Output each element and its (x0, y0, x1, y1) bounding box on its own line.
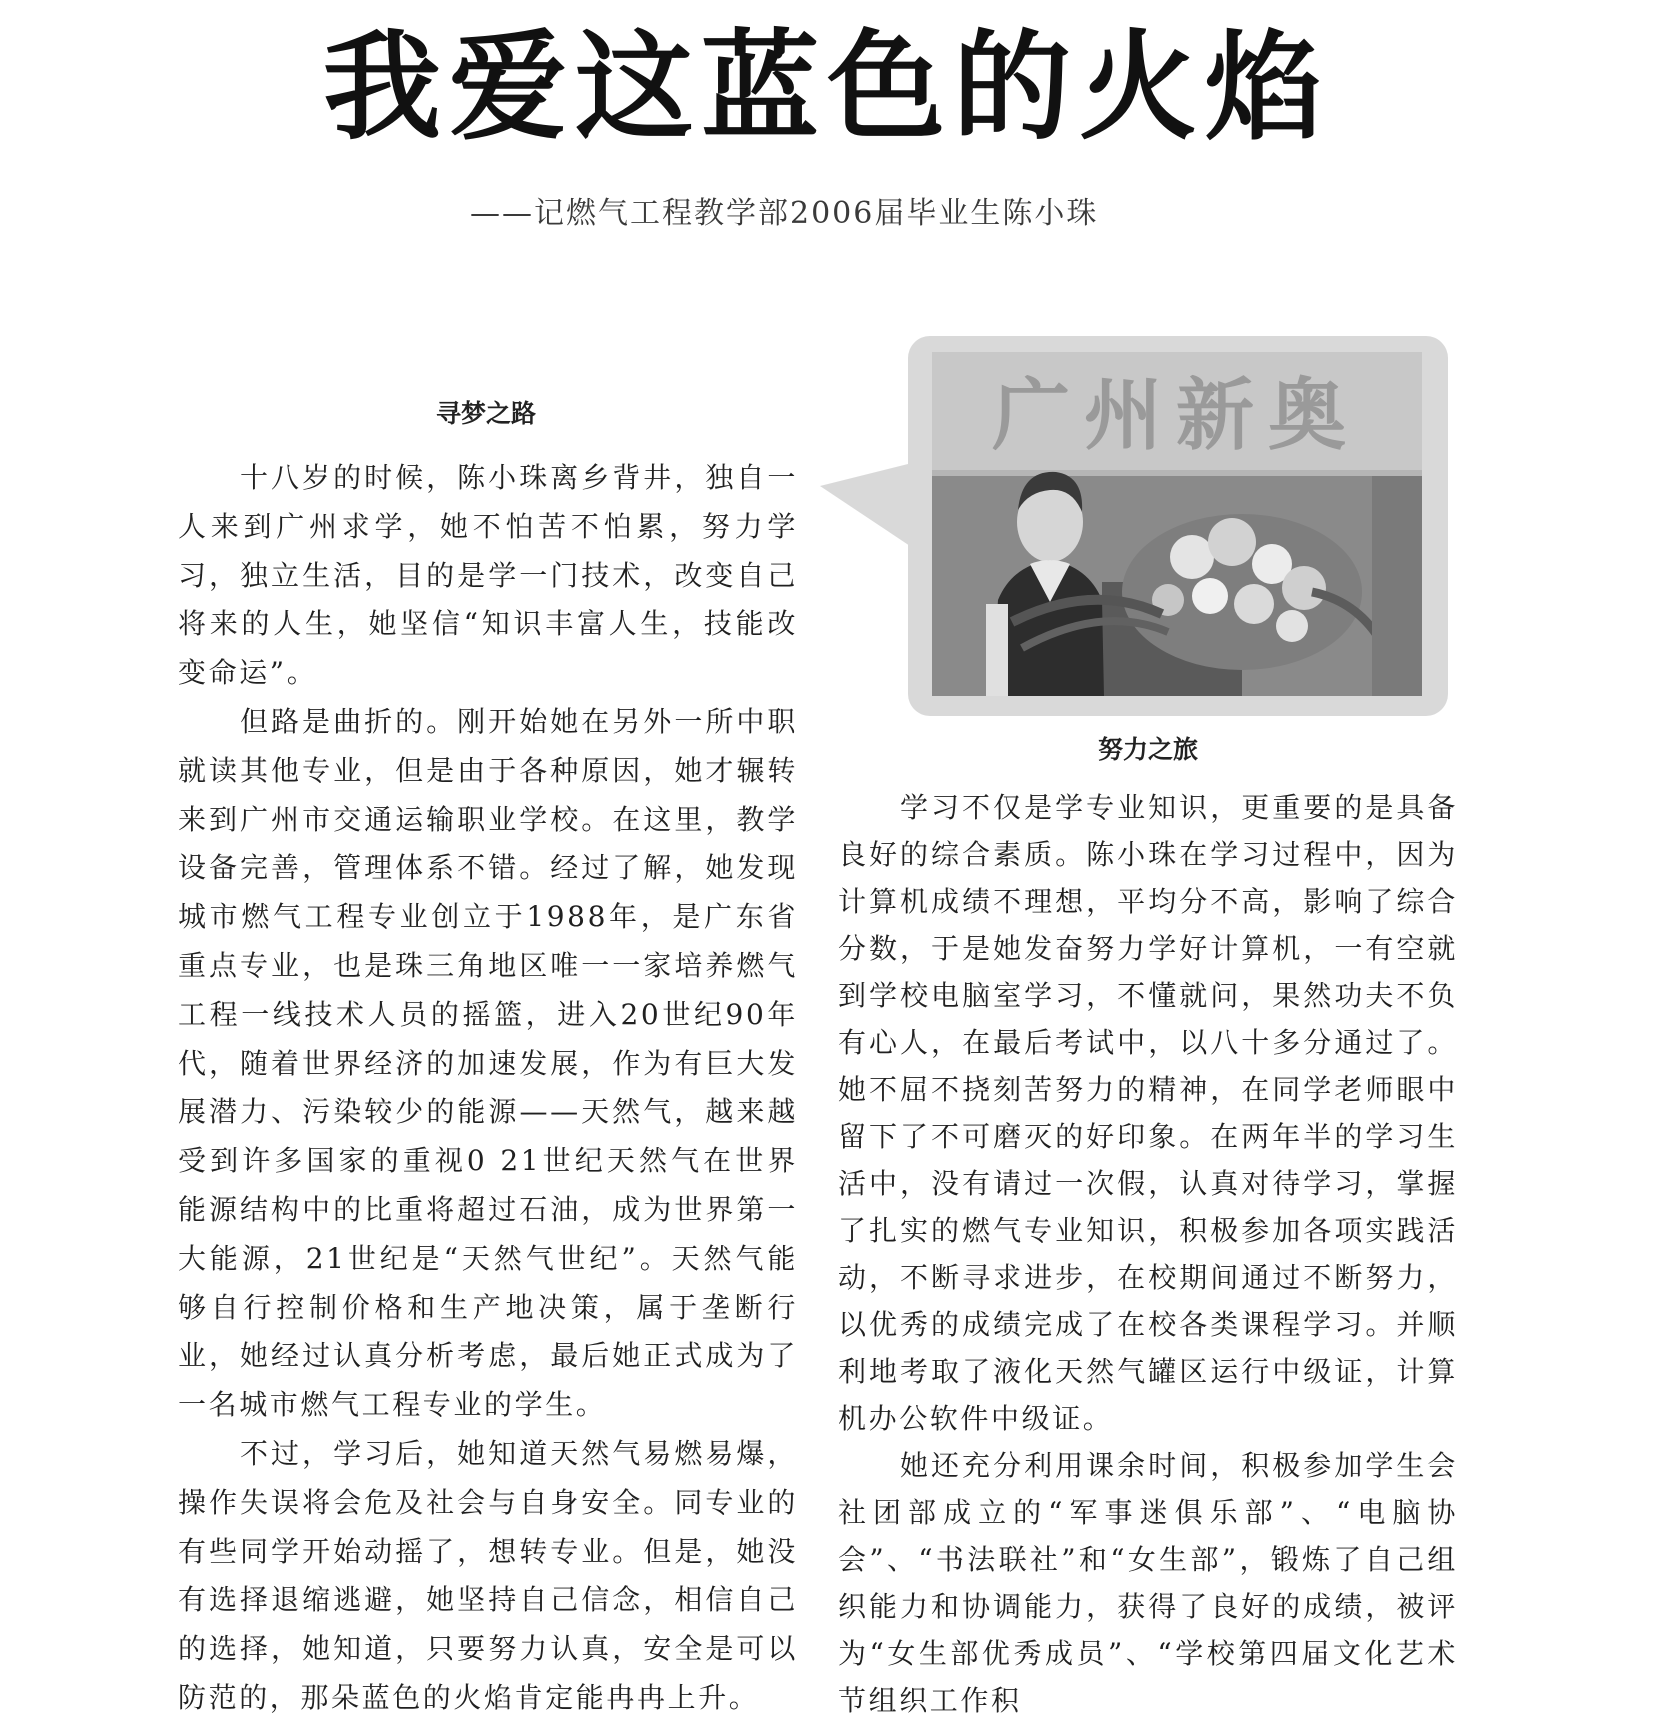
left-column (178, 394, 798, 1723)
paragraph: 不过，学习后，她知道天然气易燃易爆，操作失误将会危及社会与自身安全。同专业的有些同学开始动摇了，想转专业。但是，她没有选择退缩逃避，她坚持自己信念，相信自己的选择，她知道，只要努力认真，安全是可以防范的，那朵蓝色的火焰肯定能冉冉上升。 (178, 1436, 798, 1714)
section-heading-dream: 寻梦之路 (436, 399, 537, 428)
paragraph: 但路是曲折的。刚开始她在另外一所中职就读其他专业，但是由于各种原因，她才辗转来到广州市交通运输职业学校。在这里，教学设备完善，管理体系不错。经过了解，她发现城市燃气工程专业创立于1988年，是广东省重点专业，也是珠三角地区唯一一家培养燃气工程一线技术人员的摇篮，进入20世纪90年代，随着世界经济的加速发展，作为有巨大发展潜力、污染较少的能源——天然气，越来越受到许多国家的重视0 21世纪天然气在世界能源结构中的比重将超过石油，成为世界第一大能源，21世纪是“天然气世纪”。天然气能够自行控制价格和生产地决策，属于垄断行业，她经过认真分析考虑，最后她正式成为了一名城市燃气工程专业的学生。 (178, 704, 798, 1422)
section-heading-effort: 努力之旅 (1097, 735, 1198, 764)
paragraph: 她还充分利用课余时间，积极参加学生会社团部成立的“军事迷俱乐部”、“电脑协会”、“书法联社”和“女生部”，锻炼了自己组织能力和协调能力，获得了良好的成绩，被评为“女生部优秀成员”、“学校第四届文化艺术节组织工作积 (838, 1449, 1458, 1717)
photo-illustration (932, 352, 1422, 696)
article-subtitle: ——记燃气工程教学部2006届毕业生陈小珠 (470, 196, 1099, 231)
paragraph: 十八岁的时候，陈小珠离乡背井，独自一人来到广州求学，她不怕苦不怕累，努力学习，独立生活，目的是学一门技术，改变自己将来的人生，她坚信“知识丰富人生，技能改变命运”。 (178, 461, 798, 690)
right-column (838, 730, 1458, 1724)
banner-text: 广州新奥 (992, 371, 1361, 461)
photo-callout (820, 336, 1450, 721)
article-title: 我爱这蓝色的火焰 (322, 18, 1331, 156)
paragraph: 学习不仅是学专业知识，更重要的是具备良好的综合素质。陈小珠在学习过程中，因为计算机成绩不理想，平均分不高，影响了综合分数，于是她发奋努力学好计算机，一有空就到学校电脑室学习，不懂就问，果然功夫不负有心人，在最后考试中，以八十多分通过了。她不屈不挠刻苦努力的精神，在同学老师眼中留下了不可磨灭的好印象。在两年半的学习生活中，没有请过一次假，认真对待学习，掌握了扎实的燃气专业知识，积极参加各项实践活动，不断寻求进步，在校期间通过不断努力，以优秀的成绩完成了在校各类课程学习。并顺利地考取了液化天然气罐区运行中级证，计算机办公软件中级证。 (838, 791, 1458, 1435)
portrait-photo (932, 352, 1422, 696)
